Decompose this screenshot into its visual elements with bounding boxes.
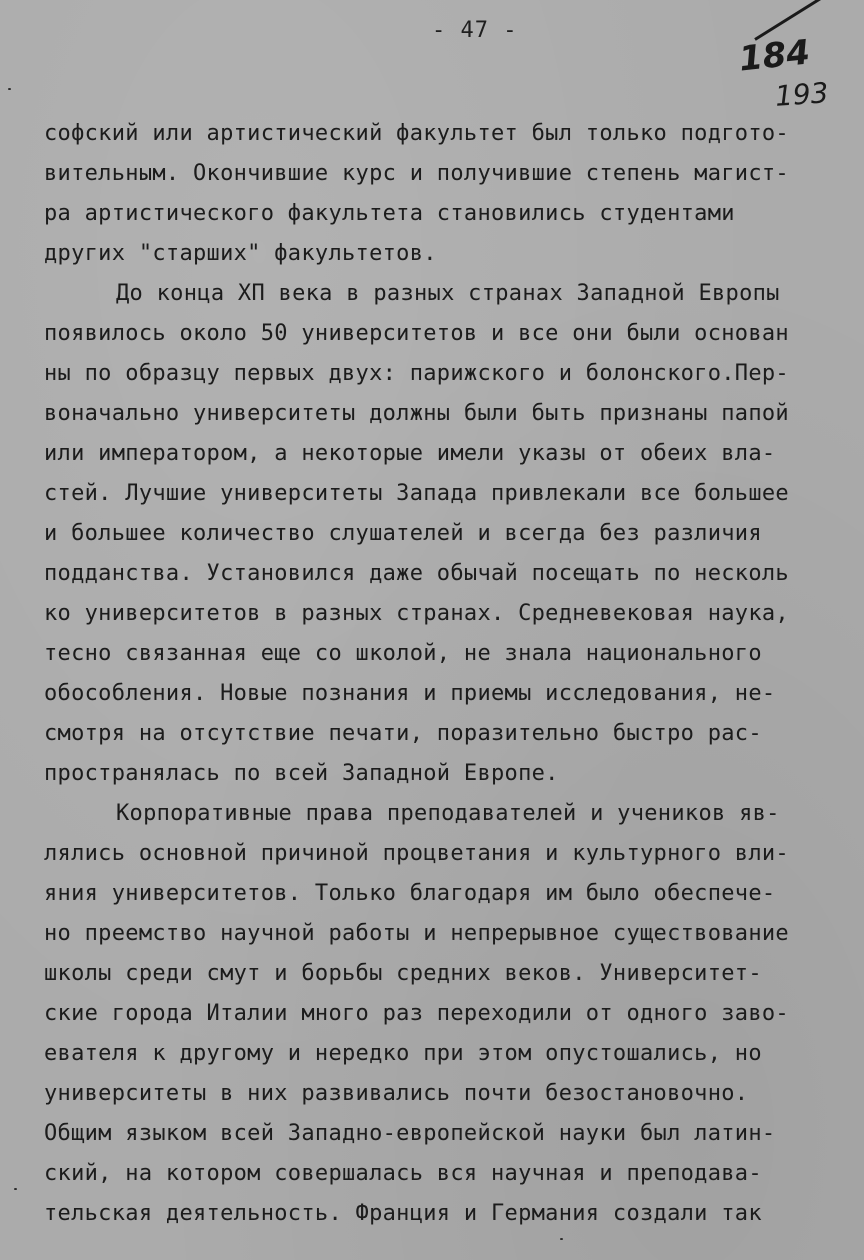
text-line: других "старших" факультетов.	[44, 241, 437, 266]
text-line: ский, на котором совершалась вся научная и преподава-	[44, 1161, 762, 1186]
text-line: тесно связанная еще со школой, не знала национального	[44, 641, 762, 666]
scan-speck	[14, 1188, 17, 1190]
body-text	[44, 114, 864, 1234]
text-line: евателя к другому и нередко при этом опустошались, но	[44, 1041, 762, 1066]
text-line: университеты в них развивались почти безостановочно.	[44, 1081, 749, 1106]
text-line: и большее количество слушателей и всегда без различия	[44, 521, 762, 546]
archive-folio-mark	[735, 28, 845, 118]
paragraph-start-line: До конца XП века в разных странах Западной Европы	[116, 281, 780, 306]
text-line: ны по образцу первых двух: парижского и болонского.Пер-	[44, 361, 789, 386]
text-line: смотря на отсутствие печати, поразительно быстро рас-	[44, 721, 762, 746]
text-line: обособления. Новые познания и приемы исследования, не-	[44, 681, 776, 706]
text-line: яния университетов. Только благодаря им было обеспече-	[44, 881, 776, 906]
archive-number-new: 193	[773, 76, 830, 113]
text-line: воначально университеты должны были быть признаны папой	[44, 401, 789, 426]
text-line: но преемство научной работы и непрерывное существование	[44, 921, 789, 946]
scan-speck	[560, 1238, 563, 1240]
text-line: пространялась по всей Западной Европе.	[44, 761, 559, 786]
text-line: ра артистического факультета становились студентами	[44, 201, 735, 226]
text-line: софский или артистический факультет был только подгото-	[44, 121, 789, 146]
text-line: ко университетов в разных странах. Средневековая наука,	[44, 601, 789, 626]
text-line: ские города Италии много раз переходили от одного заво-	[44, 1001, 789, 1026]
archive-number-old: 184	[737, 32, 812, 80]
text-line: тельская деятельность. Франция и Германия создали так	[44, 1201, 762, 1226]
text-line: школы среди смут и борьбы средних веков. Университет-	[44, 961, 762, 986]
text-line: стей. Лучшие университеты Запада привлекали все большее	[44, 481, 789, 506]
scan-speck	[8, 88, 11, 90]
paragraph-start-line: Корпоративные права преподавателей и учеников яв-	[116, 801, 780, 826]
text-line: вительным. Окончившие курс и получившие степень магист-	[44, 161, 789, 186]
text-line: лялись основной причиной процветания и культурного вли-	[44, 841, 789, 866]
text-line: Общим языком всей Западно-европейской науки был латин-	[44, 1121, 776, 1146]
text-line: или императором, а некоторые имели указы от обеих вла-	[44, 441, 776, 466]
page-number: - 47 -	[432, 18, 518, 43]
text-line: подданства. Установился даже обычай посещать по несколь	[44, 561, 789, 586]
text-line: появилось около 50 университетов и все они были основан	[44, 321, 789, 346]
